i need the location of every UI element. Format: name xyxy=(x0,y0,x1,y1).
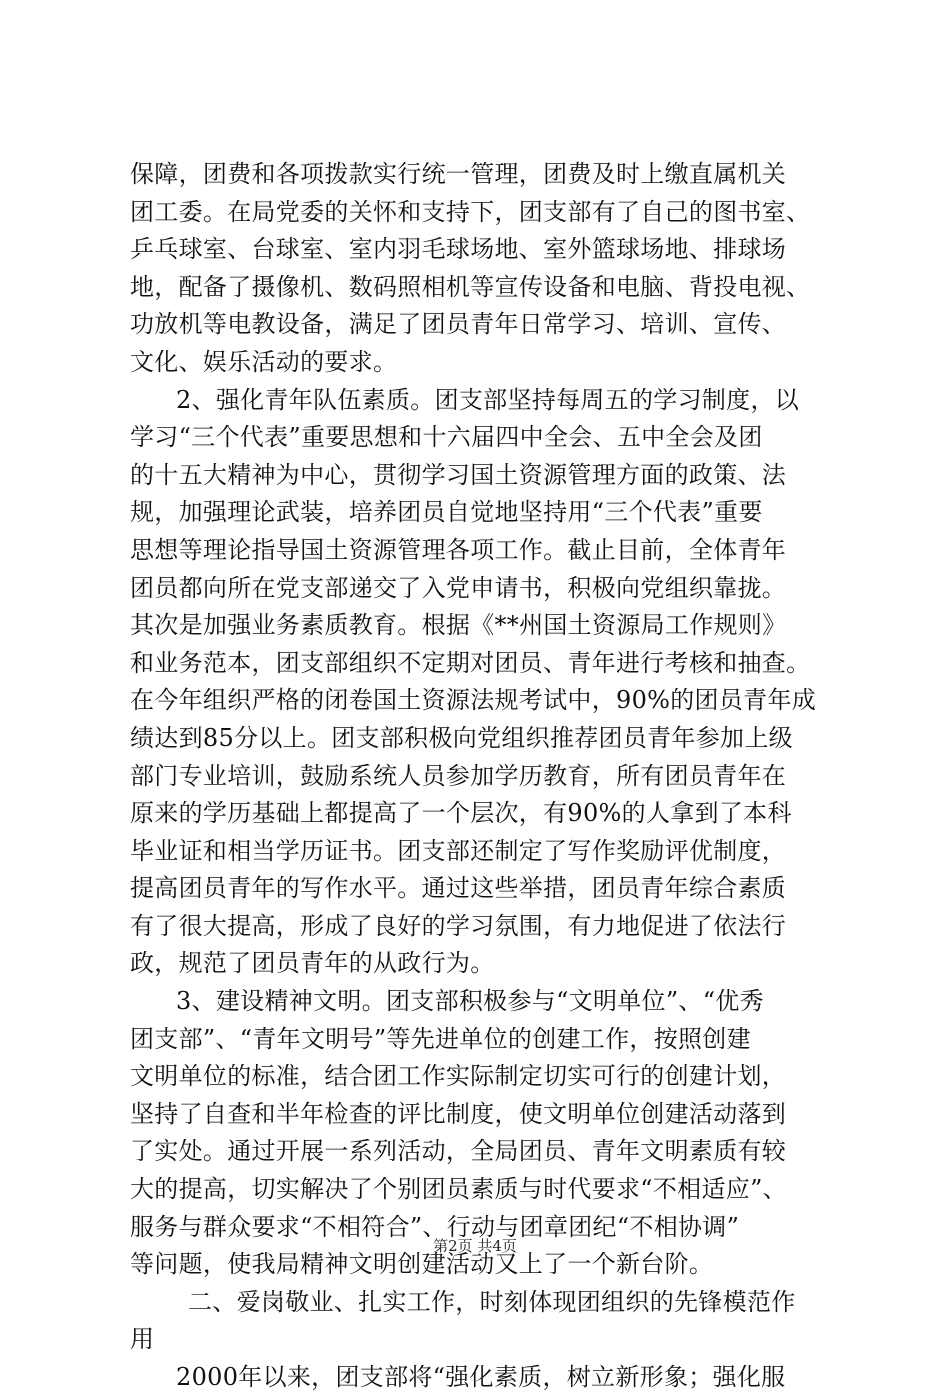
text-line: 原来的学历基础上都提高了一个层次，有90%的人拿到了本科 xyxy=(130,799,792,828)
text-line: 坚持了自查和半年检查的评比制度，使文明单位创建活动落到 xyxy=(130,1099,787,1128)
text-line: 部门专业培训，鼓励系统人员参加学历教育，所有团员青年在 xyxy=(130,761,787,790)
text-line: 文化、娱乐活动的要求。 xyxy=(130,347,398,376)
text-line: 保障，团费和各项拨款实行统一管理，团费及时上缴直属机关 xyxy=(130,160,787,188)
text-line: 政，规范了团员青年的从政行为。 xyxy=(130,949,495,978)
text-line: 团支部”、“青年文明号”等先进单位的创建工作，按照创建 xyxy=(130,1024,751,1053)
text-line: 的十五大精神为中心，贯彻学习国土资源管理方面的政策、法 xyxy=(130,460,787,489)
text-line: 等问题，使我局精神文明创建活动又上了一个新台阶。 xyxy=(130,1250,714,1279)
text-line: 规，加强理论武装，培养团员自觉地坚持用“三个代表”重要 xyxy=(130,498,763,527)
text-line: 在今年组织严格的闭卷国土资源法规考试中，90%的团员青年成 xyxy=(130,686,817,715)
body-text xyxy=(130,156,842,1397)
text-line: 乒乓球室、台球室、室内羽毛球场地、室外篮球场地、排球场 xyxy=(130,235,787,264)
text-line: 二、爱岗敬业、扎实工作，时刻体现团组织的先锋模范作 xyxy=(188,1287,796,1316)
text-line: 其次是加强业务素质教育。根据《**州国土资源局工作规则》 xyxy=(130,611,787,640)
text-line: 3、建设精神文明。团支部积极参与“文明单位”、“优秀 xyxy=(176,987,764,1016)
text-line: 地，配备了摄像机、数码照相机等宣传设备和电脑、背投电视、 xyxy=(130,272,811,301)
text-line: 团工委。在局党委的关怀和支持下，团支部有了自己的图书室、 xyxy=(130,197,811,226)
text-line: 学习“三个代表”重要思想和十六届四中全会、五中全会及团 xyxy=(130,423,763,452)
text-line: 文明单位的标准，结合团工作实际制定切实可行的创建计划， xyxy=(130,1062,787,1091)
text-line: 2、强化青年队伍素质。团支部坚持每周五的学习制度，以 xyxy=(176,385,800,414)
text-line: 团员都向所在党支部递交了入党申请书，积极向党组织靠拢。 xyxy=(130,573,787,602)
text-line: 功放机等电教设备，满足了团员青年日常学习、培训、宣传、 xyxy=(130,310,787,339)
text-line: 有了很大提高，形成了良好的学习氛围，有力地促进了依法行 xyxy=(130,911,787,940)
text-line: 绩达到85分以上。团支部积极向党组织推荐团员青年参加上级 xyxy=(130,723,793,752)
text-line: 思想等理论指导国土资源管理各项工作。截止目前，全体青年 xyxy=(130,535,787,564)
page-footer: 第2页 共4页 xyxy=(433,1237,517,1255)
text-line: 提高团员青年的写作水平。通过这些举措，团员青年综合素质 xyxy=(130,874,787,903)
text-line: 大的提高，切实解决了个别团员素质与时代要求“不相适应”、 xyxy=(130,1175,787,1204)
text-line: 了实处。通过开展一系列活动，全局团员、青年文明素质有较 xyxy=(130,1137,787,1166)
text-line: 2000年以来，团支部将“强化素质，树立新形象；强化服 xyxy=(176,1363,786,1391)
text-line: 和业务范本，团支部组织不定期对团员、青年进行考核和抽查。 xyxy=(130,648,811,677)
text-line: 服务与群众要求“不相符合”、行动与团章团纪“不相协调” xyxy=(130,1212,740,1241)
text-line: 毕业证和相当学历证书。团支部还制定了写作奖励评优制度， xyxy=(130,836,787,865)
text-line: 用 xyxy=(130,1325,155,1354)
